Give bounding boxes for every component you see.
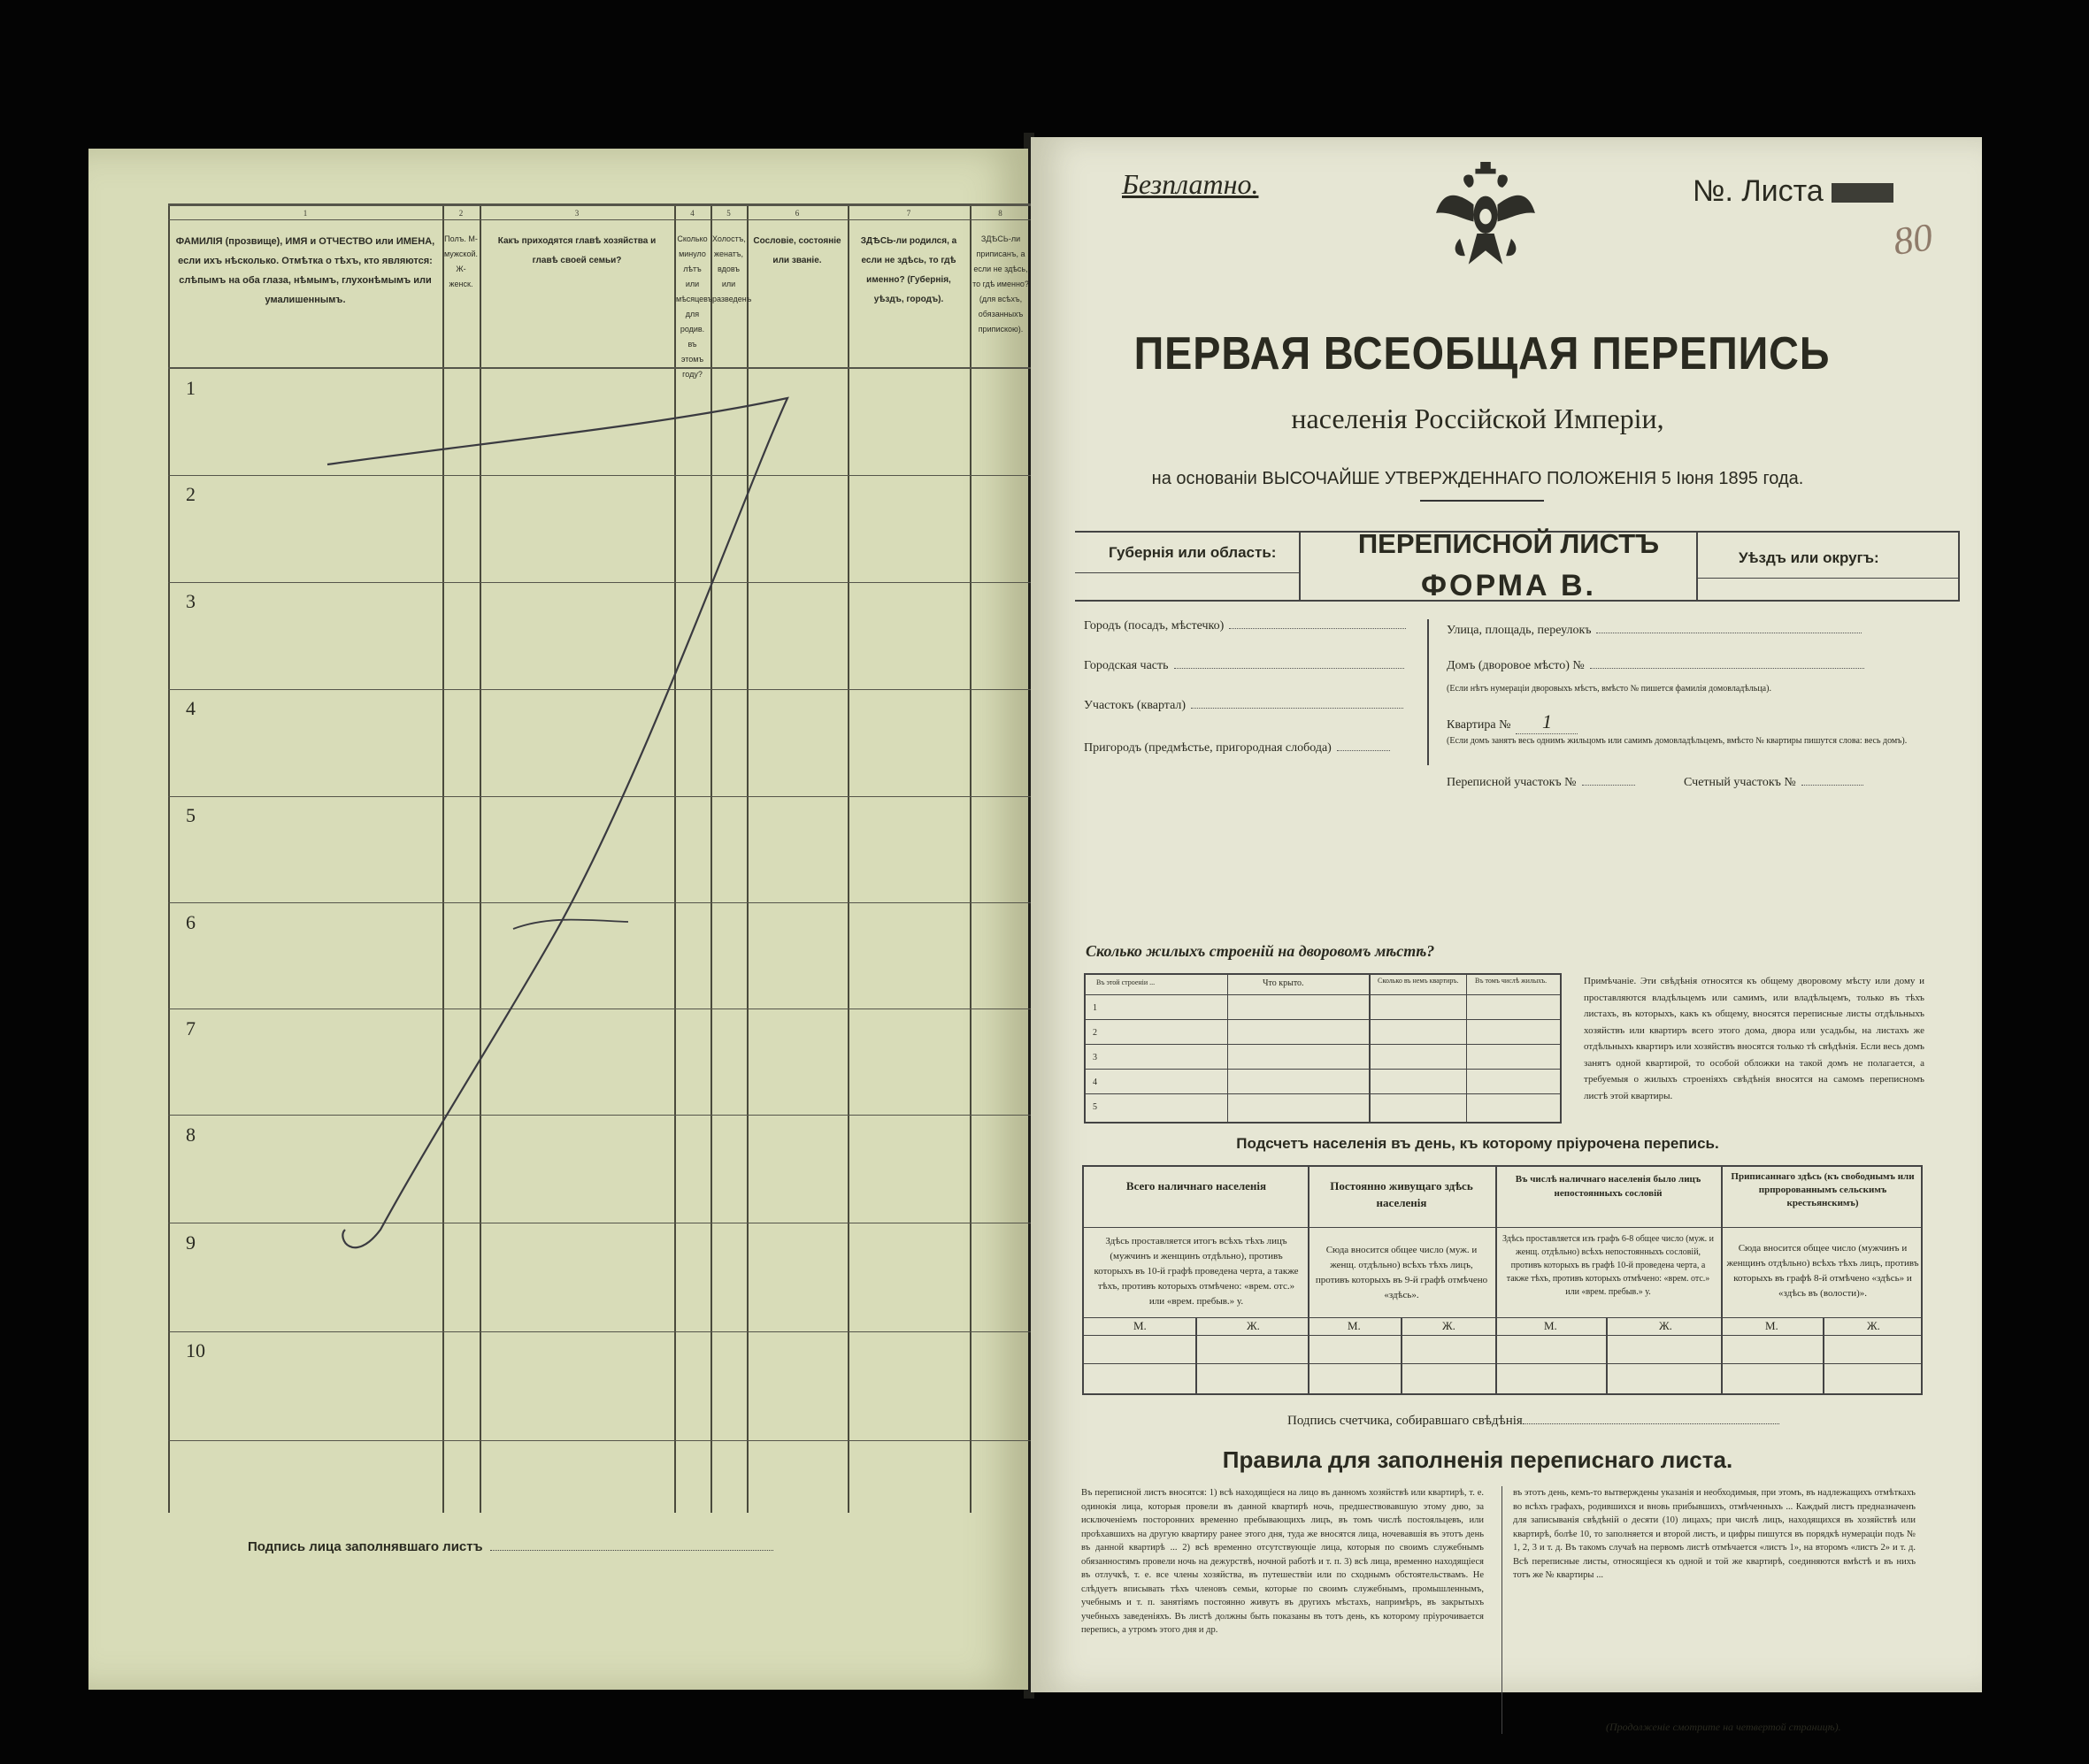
sheet-number-label: №. Листа [1693,174,1824,208]
district-label: Участокъ (квартал) [1084,699,1187,712]
population-summary-table [1082,1165,1923,1395]
document-subtitle: населенія Россійской Имперіи, [1291,403,1664,434]
imperial-eagle-emblem [1433,162,1538,281]
column-header-estate: Сословіе, состояніе или званіе. [753,236,841,265]
rules-right-body: въ этотъ день, кемъ-то вытверждены указанія и необходимыя, при этомъ, въ надлежащихъ отмѣткахъ во всѣхъ графахъ, родившихся и вновь прибывшихъ, отмѣченныхъ ... Каждый листъ предназначенъ для записыванія свѣдѣній о десяти (10) лицахъ; при числѣ лицъ, находящихся въ хозяйствѣ или квартирѣ, болѣе 10, то заполняется и второй листъ, и цифры пишутся въ порядкѣ нумераціи подъ № 1, 2, 3 и т. д. Въ такомъ случаѣ на первомъ листѣ отмѣчается «листъ 1», на второмъ «листъ 2» и т. д. Всѣ переписные листы, относящіеся къ одной и той же квартирѣ, соединяются вмѣстѣ и въ нихъ тотъ же № квартиры ... [1513,1488,1916,1580]
population-summary-title: Подсчетъ населенія въ день, къ которому пріурочена перепись. [1236,1135,1719,1152]
row-number: 3 [186,590,196,612]
row-number: 4 [186,697,196,719]
row-number: 2 [186,483,196,505]
legal-basis-line: на основаніи ВЫСОЧАЙШЕ УТВЕРЖДЕННАГО ПОЛОЖЕНІЯ 5 Іюня 1895 года. [1151,469,1804,488]
column-number: 6 [795,209,800,218]
gubernia-label: Губернія или область: [1109,544,1277,561]
mini-row-number: 3 [1093,1053,1097,1062]
male-label: М. [1348,1319,1361,1332]
census-district-line [1582,785,1635,786]
row-number: 5 [186,804,196,826]
apartment-field [1447,710,1578,734]
column-header-name: ФАМИЛІЯ (прозвище), ИМЯ и ОТЧЕСТВО или ИМЕНА, если ихъ нѣсколько. Отмѣтка о тѣхъ, кто являются: слѣпымъ на оба глаза, нѣмымъ, глухонѣмымъ или умалишеннымъ. [175,236,435,305]
mini-row-line [1086,994,1560,995]
male-label: М. [1765,1319,1778,1332]
street-field [1447,624,1862,638]
census-district-field [1447,776,1635,790]
mini-row-line [1086,1093,1560,1094]
column-header-age: Сколько минуло лѣтъ или мѣсяцевъ для родив. въ этомъ году? [676,234,713,379]
female-label: Ж. [1867,1319,1880,1332]
uezd-label: Уѣздъ или округъ: [1739,549,1879,566]
city-part-label: Городская часть [1084,659,1169,672]
district-field [1084,699,1403,713]
box-divider [1299,531,1301,602]
city-label: Городъ (посадъ, мѣстечко) [1084,619,1225,633]
rules-text-right [1513,1486,1916,1738]
column-header-birthplace: ЗДѢСЬ-ли родился, а если не здѣсь, то гдѣ именно? (Губернія, уѣздъ, городъ). [860,236,957,304]
sheet-number-redacted [1832,183,1893,203]
row-number: 10 [186,1339,205,1361]
summary-instruction: Здѣсь проставляется изъ графъ 6-8 общее число (муж. и женщ. отдѣльно) всѣхъ непостоянныхъ сословій, противъ которыхъ въ графѣ 10-й проведена черта, а также тѣхъ, противъ которыхъ отмѣчено: «врем. отс.» или «врем. пребыв.» у. [1502,1234,1714,1297]
address-divider [1427,619,1429,765]
city-part-line [1174,668,1404,669]
city-part-field [1084,659,1404,673]
census-district-label: Переписной участокъ № [1447,776,1577,789]
buildings-table [1084,973,1562,1124]
gubernia-input-line [1075,572,1299,573]
rules-divider [1501,1486,1502,1734]
column-number: 7 [906,209,911,218]
rules-text-left: Въ переписной листъ вносятся: 1) всѣ находящіеся на лицо въ данномъ хозяйствѣ или квартирѣ, т. е. одинокія лица, которыя провели въ данной квартирѣ ночь, предшествовавшую этому дню, за исключеніемъ посторонних временно пребывающихъ лицъ, въ томъ числѣ постояльцевъ, или проѣхавшихъ на другую квартиру ранее этого дня, туда же вносятся лица, ночевавшія въ этотъ день въ данной квартирѣ ... 2) всѣ временно отсутствующіе лица, которыя по своимъ служебнымъ обязанностямъ провели ночь на дежурствѣ, ночной работѣ и т. п. 3) всѣ лица, временно находящіеся въ отлучкѣ, т. е. все члены хозяйства, въ путешествіи или по сходнымъ обстоятельствамъ. Не слѣдуетъ вписывать тѣхъ членовъ семьи, которые по своимъ служебнымъ, промышленнымъ, учебнымъ и т. п. занятіямъ постоянно живутъ въ другихъ мѣстахъ, напримѣръ, въ закрытыхъ учебныхъ заведеніяхъ. Въ листѣ должны быть показаны въ тотъ день, къ которому пріурочивается перепись, а утромъ этого дня и др. [1081,1488,1484,1635]
summary-row-line [1084,1335,1921,1336]
suburb-line [1337,750,1390,751]
row-number: 1 [186,377,196,399]
mini-col-divider [1369,975,1371,1122]
rules-continuation: (Продолженіе смотрите на четвертой страницѣ). [1606,1721,1841,1733]
mini-row-number: 5 [1093,1102,1097,1112]
right-page [1031,137,1982,1733]
mf-divider [1195,1317,1197,1393]
column-number: 1 [303,209,308,218]
title-rule [1420,500,1544,502]
female-label: Ж. [1442,1319,1455,1332]
apartment-value: 1 [1516,710,1578,734]
form-letter: ФОРМА В. [1420,569,1597,602]
summary-row-line [1084,1317,1921,1318]
summary-header: Постоянно живущаго здѣсь населенія [1330,1179,1473,1209]
mini-row-line [1086,1069,1560,1070]
column-number: 2 [458,209,464,218]
female-label: Ж. [1659,1319,1672,1332]
column-header-marital: Холостъ, женатъ, вдовъ или разведенъ [712,234,752,303]
mf-divider [1606,1317,1608,1393]
mini-header: Въ томъ числѣ жилыхъ. [1475,977,1548,985]
summary-col-divider [1308,1167,1309,1393]
city-field [1084,619,1406,633]
column-number: 3 [574,209,580,218]
sheet-number [1693,174,1893,209]
census-entries-table [168,203,1031,1513]
mf-divider [1823,1317,1824,1393]
mini-header: Въ этой строеніи ... [1096,978,1156,986]
summary-row-line [1084,1363,1921,1364]
column-number: 8 [998,209,1002,218]
row-number: 9 [186,1231,196,1254]
summary-row-line [1084,1227,1921,1228]
male-label: М. [1544,1319,1557,1332]
mini-header: Что крыто. [1263,978,1304,988]
apartment-label: Квартира № [1447,718,1511,732]
female-label: Ж. [1247,1319,1260,1332]
male-label: М. [1133,1319,1147,1332]
counter-signature-dots [1523,1423,1779,1424]
counter-signature-line [1287,1414,1779,1429]
summary-header: Въ числѣ наличнаго населенія было лицъ непостоянныхъ сословій [1515,1174,1701,1199]
handwritten-cancel-stroke [168,203,1031,1513]
signature-dotted-line [490,1550,773,1551]
city-line [1229,628,1406,629]
rules-title: Правила для заполненія переписнаго листа. [1222,1446,1733,1473]
mini-col-divider [1227,975,1228,1122]
buildings-note: Примѣчаніе. Эти свѣдѣнія относятся къ общему дворовому мѣсту или дому и проставляются владѣльцемъ или самимъ, или владѣльцемъ, только въ тѣхъ листахъ, въ которыхъ, какъ къ общему, вносятся переписные листы отдѣльныхъ хозяйствъ или квартиръ всего этого дома, двора или усадьбы, на листахъ же отдѣльныхъ квартиръ или хозяйствъ вносятся только тѣ свѣдѣнія. Если весь домъ занятъ одной квартирой, то особой обложки на такой домъ не полагается, а требуемыя о жилыхъ строеніяхъ свѣдѣнія вносятся на самомъ переписномъ листѣ этой квартиры. [1584,976,1924,1101]
handwritten-sheet-mark: 80 [1890,215,1936,264]
district-line [1191,708,1403,709]
column-number: 4 [690,209,695,218]
suburb-label: Пригородъ (предмѣстье, пригородная слобода) [1084,741,1332,755]
box-divider [1696,531,1698,602]
summary-instruction: Сюда вносится общее число (мужчинъ и женщинъ отдѣльно) всѣхъ тѣхъ лицъ, противъ которыхъ въ графѣ 8-й отмѣчено «здѣсь» и «здѣсь въ (волости)». [1726,1243,1919,1299]
column-header-relation: Какъ приходятся главѣ хозяйства и главѣ своей семьи? [497,236,657,265]
house-line [1590,668,1864,669]
mini-row-number: 2 [1093,1028,1097,1038]
mini-col-divider [1466,975,1467,1122]
street-label: Улица, площадь, переулокъ [1447,624,1592,637]
uezd-input-line [1696,578,1960,579]
free-of-charge-label: Безплатно. [1122,168,1259,200]
column-header-registration: ЗДѢСЬ-ли приписанъ, а если не здѣсь, то гдѣ именно? (для всѣхъ, обязанныхъ припискою). [972,234,1029,334]
mini-row-number: 1 [1093,1003,1097,1013]
mini-row-line [1086,1019,1560,1020]
mf-divider [1401,1317,1402,1393]
house-field [1447,659,1864,673]
summary-header: Всего наличнаго населенія [1125,1179,1267,1193]
house-label: Домъ (дворовое мѣсто) № [1447,659,1585,672]
row-number: 6 [186,911,196,933]
column-number: 5 [726,209,731,218]
row-number: 7 [186,1017,196,1039]
document-title: ПЕРВАЯ ВСЕОБЩАЯ ПЕРЕПИСЬ [1133,328,1831,380]
left-signature-label: Подпись лица заполнявшаго листъ [248,1539,483,1554]
suburb-field [1084,741,1390,755]
left-signature-line [248,1539,773,1554]
row-number: 8 [186,1124,196,1146]
counting-district-field [1684,776,1863,790]
mini-row-line [1086,1044,1560,1045]
counting-district-label: Счетный участокъ № [1684,776,1796,789]
summary-col-divider [1721,1167,1723,1393]
buildings-question: Сколько жилыхъ строеній на дворовомъ мѣстѣ? [1086,942,1435,960]
counting-district-line [1801,785,1863,786]
house-note: (Если нѣтъ нумераціи дворовыхъ мѣстъ, вмѣсто № пишется фамилія домовладѣльца). [1447,684,1771,694]
counter-signature-label: Подпись счетчика, собиравшаго свѣдѣнія [1287,1414,1523,1428]
summary-header: Приписаннаго здѣсь (къ свободнымъ или прпророваннымъ сельскимъ крестьянскимъ) [1731,1171,1915,1208]
column-header-sex: Полъ. М-мужской. Ж-женск. [444,234,478,288]
apartment-note: (Если домъ занятъ весь однимъ жильцомъ или самимъ домовладѣльцемъ, вмѣсто № квартиры пишутся слова: весь домъ). [1447,736,1908,746]
summary-instruction: Здѣсь проставляется итогъ всѣхъ тѣхъ лицъ (мужчинъ и женщинъ отдѣльно), противъ которыхъ въ 10-й графѣ проведена черта, а также тѣхъ, противъ которыхъ отмѣчено: «врем. отс.» или «врем. пребыв.» у. [1094,1236,1299,1307]
summary-col-divider [1495,1167,1497,1393]
left-page [88,149,1028,1690]
form-title: ПЕРЕПИСНОЙ ЛИСТЪ [1357,528,1660,559]
summary-instruction: Сюда вносится общее число (муж. и женщ. отдѣльно) всѣхъ тѣхъ лицъ, противъ которыхъ въ 9-й графѣ отмѣчено «здѣсь». [1315,1245,1488,1300]
mini-row-number: 4 [1093,1078,1097,1087]
mini-header: Сколько въ немъ квартиръ. [1378,977,1459,985]
